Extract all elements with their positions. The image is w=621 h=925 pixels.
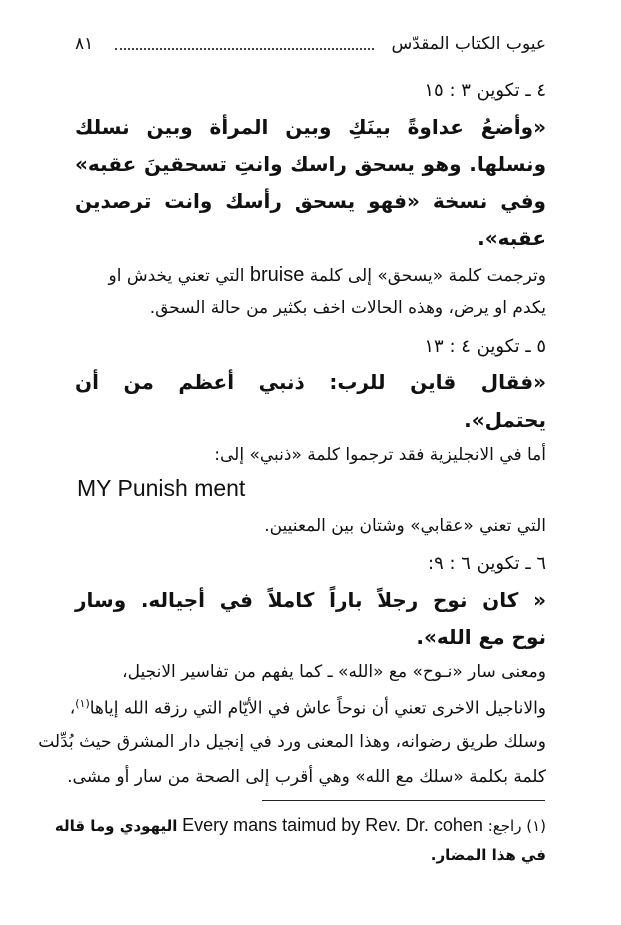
footnote-marker: (١) (75, 697, 90, 710)
paragraph-line: أما في الانجليزية فقد ترجموا كلمة «ذنبي» إلى: (214, 445, 546, 465)
footnote-english: Every mans taimud by Rev. Dr. cohen (182, 815, 483, 835)
text-run: ، (69, 698, 76, 719)
quote-line: « كان نوح رجلاً باراً كاملاً في أجياله. وسار (75, 588, 546, 612)
paragraph-line: كلمة بكلمة «سلك مع الله» وهي أقرب إلى الصحة من سار أو مشى. (67, 767, 546, 787)
footnote-prefix: (١) راجع: (487, 817, 546, 835)
paragraph-line: ومعنى سار «نـوح» مع «الله» ـ كما يفهم من تفاسير الانجيل، (122, 662, 546, 682)
paragraph-line: التي تعني «عقابي» وشتان بين المعنيين. (264, 516, 546, 536)
text-run: التي تعني يخدش او (108, 266, 245, 286)
english-phrase: MY Punish ment (77, 475, 246, 501)
footnote-line (54, 815, 546, 836)
paragraph-line (75, 264, 546, 287)
verse-ref-genesis-4-13: ٥ ـ تكوين ٤ : ١٣ (424, 336, 546, 357)
quote-line: يحتمل». (464, 408, 546, 432)
quote-line: «فقال قاين للرب: ذنبي أعظم من أن (75, 370, 546, 394)
text-run: وترجمت كلمة «يسحق» إلى كلمة (309, 266, 546, 286)
quote-line: وفي نسخة «فهو يسحق رأسك وانت ترصدين (75, 189, 546, 213)
quote-line: نوح مع الله». (416, 625, 546, 649)
header-dot-leader (115, 34, 374, 50)
verse-ref-genesis-3-15: ٤ ـ تكوين ٣ : ١٥ (424, 80, 546, 101)
text-run: والاناجيل الاخرى تعني أن نوحاً عاش في الأيّام التي رزقه الله إياها (89, 698, 546, 719)
page-number: ٨١ (75, 34, 94, 54)
quote-line: ونسلها. وهو يسحق راسك وانتِ تسحقينَ عقبه» (75, 152, 546, 176)
header-title: عيوب الكتاب المقدّس (391, 34, 546, 54)
english-word: bruise (249, 264, 305, 286)
quote-line: عقبه». (477, 226, 546, 250)
paragraph-line (69, 697, 546, 719)
running-header (75, 34, 546, 54)
footnote-line (75, 846, 546, 864)
paragraph-line: وسلك طريق رضوانه، وهذا المعنى ورد في إنجيل دار المشرق حيث بُدِّلت (38, 732, 546, 752)
verse-ref-genesis-6-9: ٦ ـ تكوين ٦ : ٩: (427, 553, 546, 574)
paragraph-line: يكدم او يرض، وهذه الحالات اخف بكثير من حالة السحق. (149, 298, 546, 318)
footnote-continuation: في هذا المضار. (430, 846, 546, 864)
footnote-divider (262, 800, 545, 801)
quote-line: «وأضعُ عداوةً بينَكِ وبين المرأة وبين نسلك (75, 115, 546, 139)
footnote-suffix: اليهودي وما قاله (54, 817, 178, 835)
